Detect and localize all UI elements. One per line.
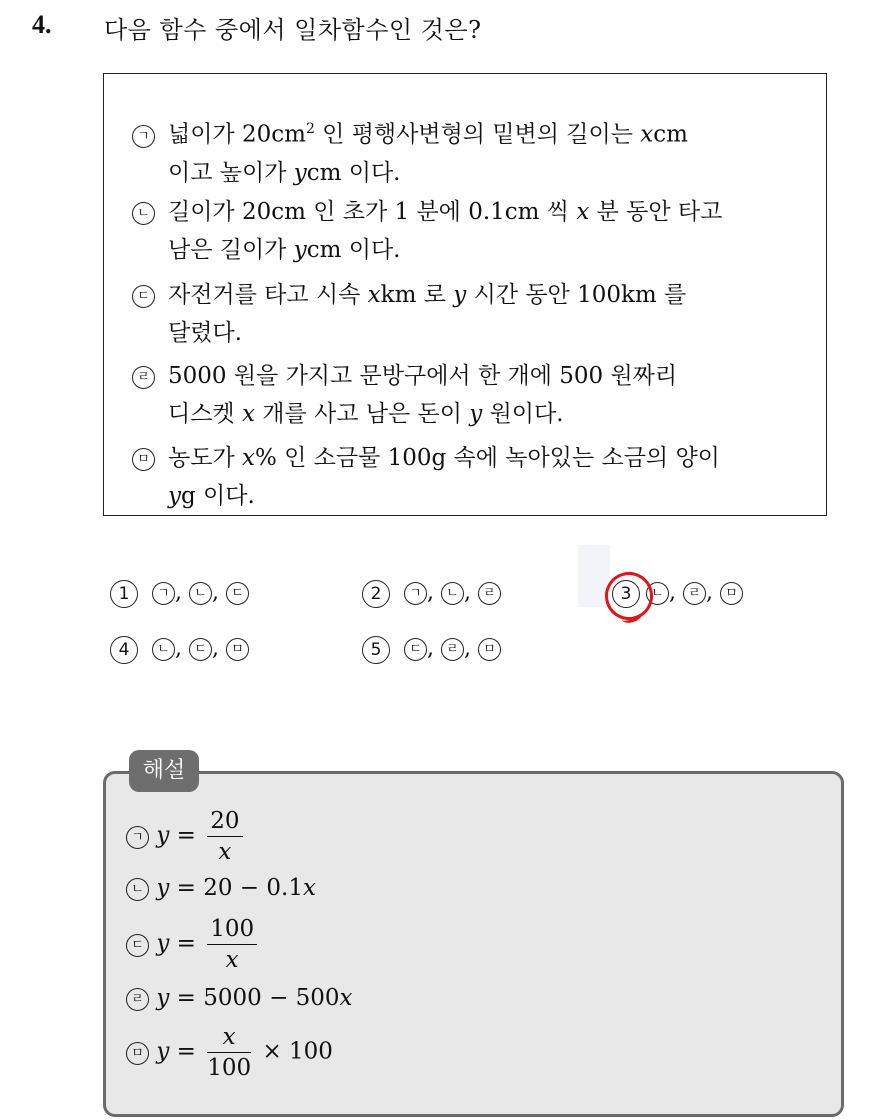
statement-2: ㄴ 길이가 20cm 인 초가 1 분에 0.1cm 씩 x 분 동안 타고 남은 길이가 ycm 이다. xyxy=(132,193,722,269)
choice-1[interactable]: 1 ㄱ , ㄴ , ㄷ xyxy=(110,580,249,608)
fraction: $\frac{100}{x}$ xyxy=(207,914,257,975)
statement-4: ㄹ 5000 원을 가지고 문방구에서 한 개에 500 원짜리 디스켓 x 개를 사고 남은 돈이 y 원이다. xyxy=(132,357,677,433)
statement-5: ㅁ 농도가 x% 인 소금물 100g 속에 녹아있는 소금의 양이 yg 이다. xyxy=(132,439,720,515)
choice-5[interactable]: 5 ㄷ , ㄹ , ㅁ xyxy=(362,636,501,664)
circled-mark: ㅁ xyxy=(132,448,155,471)
question-text: 다음 함수 중에서 일차함수인 것은? xyxy=(104,16,482,44)
choice-4[interactable]: 4 ㄴ , ㄷ , ㅁ xyxy=(110,636,249,664)
choice-3[interactable]: 3 ㄴ , ㄹ , ㅁ xyxy=(612,580,743,608)
solution-line-1: ㄱ y = $\frac{20}{x}$ xyxy=(126,806,247,867)
circled-mark: ㄷ xyxy=(132,285,155,308)
solution-line-2: ㄴ y = 20 − 0.1x xyxy=(126,875,316,901)
statement-3: ㄷ 자전거를 타고 시속 xkm 로 y 시간 동안 100km 를 달렸다. xyxy=(132,276,686,352)
circled-mark: ㄱ xyxy=(132,125,155,148)
question-number: 4. xyxy=(32,10,52,39)
circled-mark: ㄹ xyxy=(132,366,155,389)
fraction: $\frac{x}{100}$ xyxy=(207,1024,252,1081)
solution-line-5: ㅁ y = $\frac{x}{100}$ × 100 xyxy=(126,1022,333,1083)
fraction: $\frac{20}{x}$ xyxy=(207,806,242,867)
solution-tab: 해설 xyxy=(129,750,199,792)
circled-mark: ㄴ xyxy=(132,202,155,225)
solution-line-4: ㄹ y = 5000 − 500x xyxy=(126,985,353,1011)
statement-1: ㄱ 넓이가 $20cm^2$ 인 평행사변형의 밑변의 길이는 xcm 이고 높이가 ycm 이다. xyxy=(132,110,688,192)
choice-2[interactable]: 2 ㄱ , ㄴ , ㄹ xyxy=(362,580,501,608)
solution-line-3: ㄷ y = $\frac{100}{x}$ xyxy=(126,914,261,975)
